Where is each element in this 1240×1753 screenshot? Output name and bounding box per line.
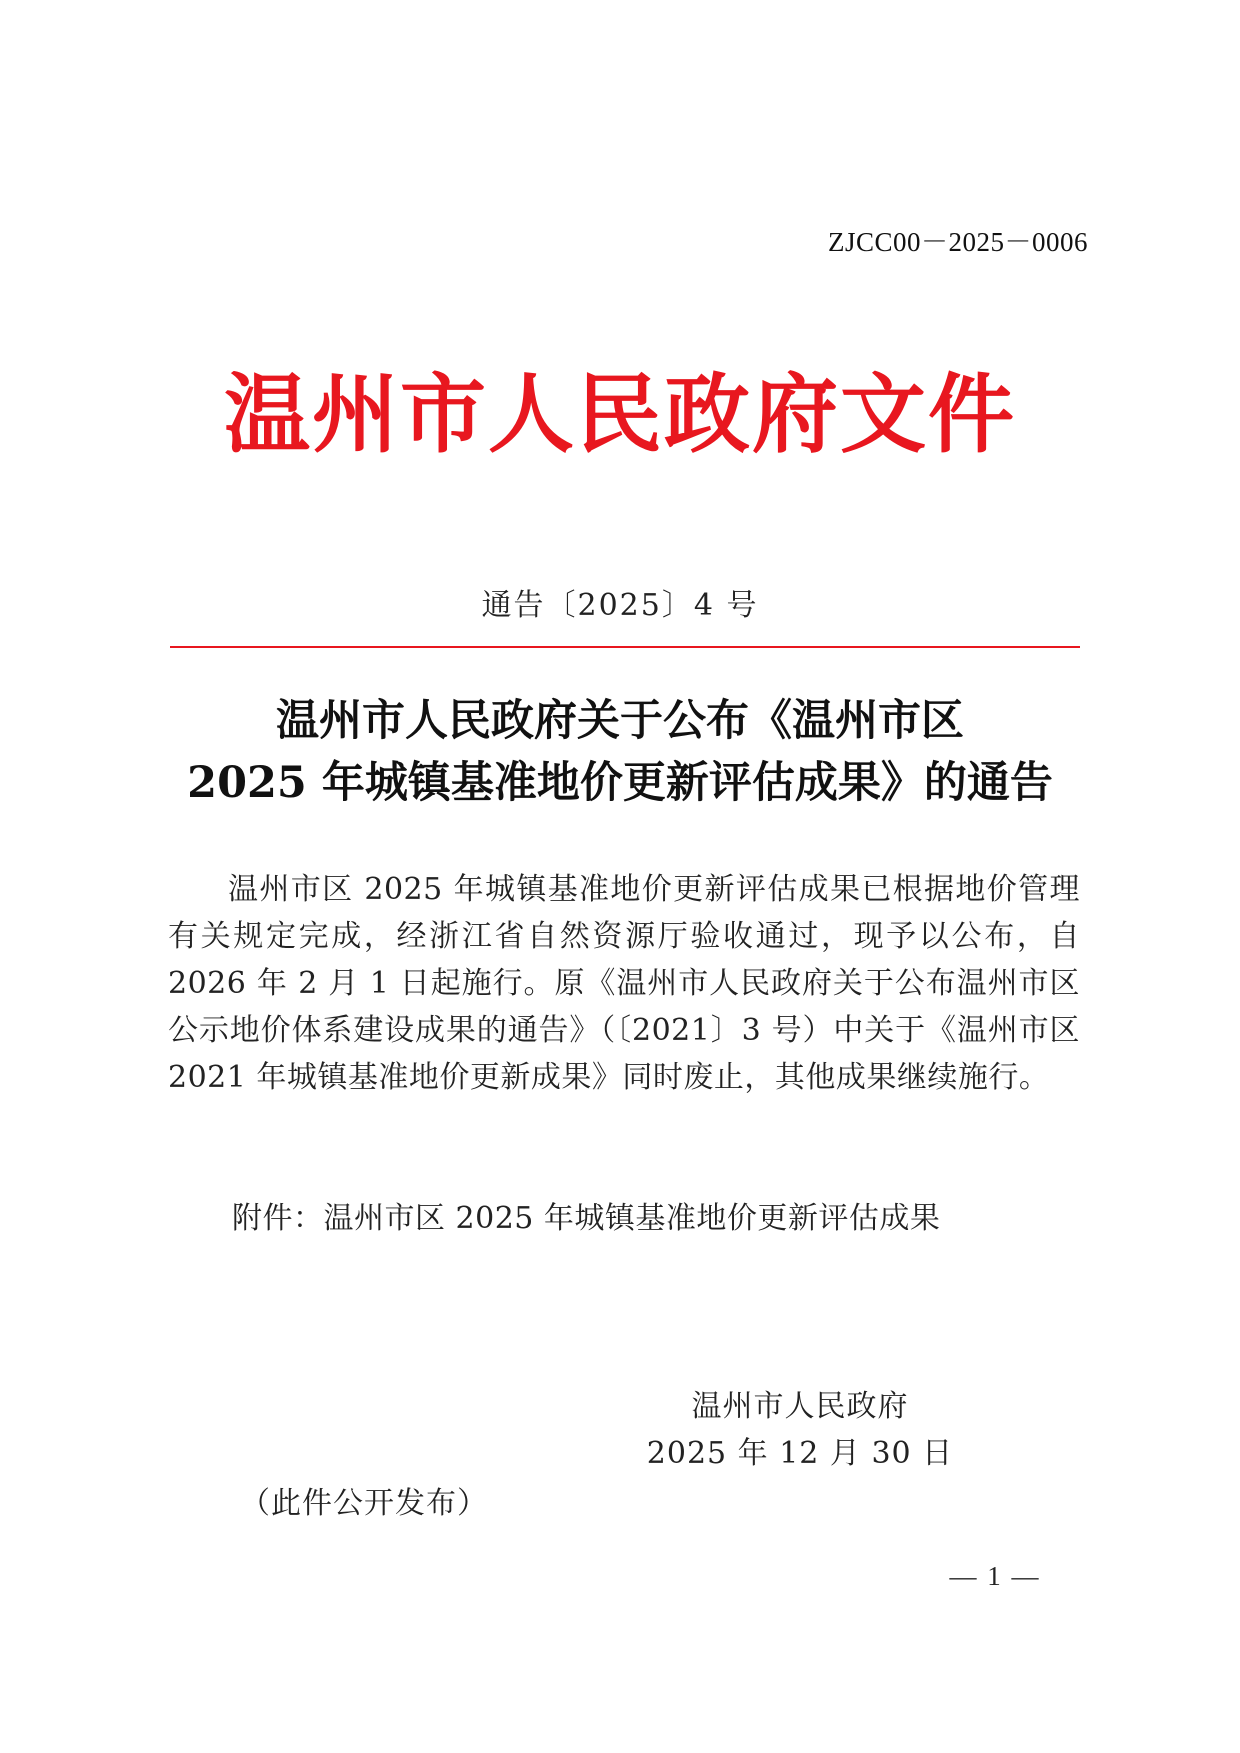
signature-block xyxy=(640,1383,960,1477)
title-line-1: 温州市人民政府关于公布《温州市区 xyxy=(276,696,964,746)
document-title xyxy=(150,690,1090,814)
notice-number: 通告〔2025〕4 号 xyxy=(481,588,759,623)
document-code: ZJCC00－2025－0006 xyxy=(827,227,1088,257)
red-divider xyxy=(170,646,1080,648)
publish-note: （此件公开发布） xyxy=(240,1486,488,1521)
signature-date: 2025 年 12 月 30 日 xyxy=(646,1436,954,1471)
title-line-2: 2025 年城镇基准地价更新评估成果》的通告 xyxy=(187,758,1053,808)
attachment-line: 附件：温州市区 2025 年城镇基准地价更新评估成果 xyxy=(232,1201,941,1236)
masthead-title: 温州市人民政府文件 xyxy=(224,364,1016,465)
signature-organization: 温州市人民政府 xyxy=(691,1389,909,1424)
page-number: — 1 — xyxy=(949,1561,1041,1591)
body-paragraph: 温州市区 2025 年城镇基准地价更新评估成果已根据地价管理有关规定完成，经浙江省自然资源厅验收通过，现予以公布，自 2026 年 2 月 1 日起施行。原《温州市人民政府关于公布温州市区公示地价体系建设成果的通告》（〔2021〕3 号）中关于《温州市区 2021 年城镇基准地价更新成果》同时废止，其他成果继续施行。 xyxy=(168,872,1080,1095)
